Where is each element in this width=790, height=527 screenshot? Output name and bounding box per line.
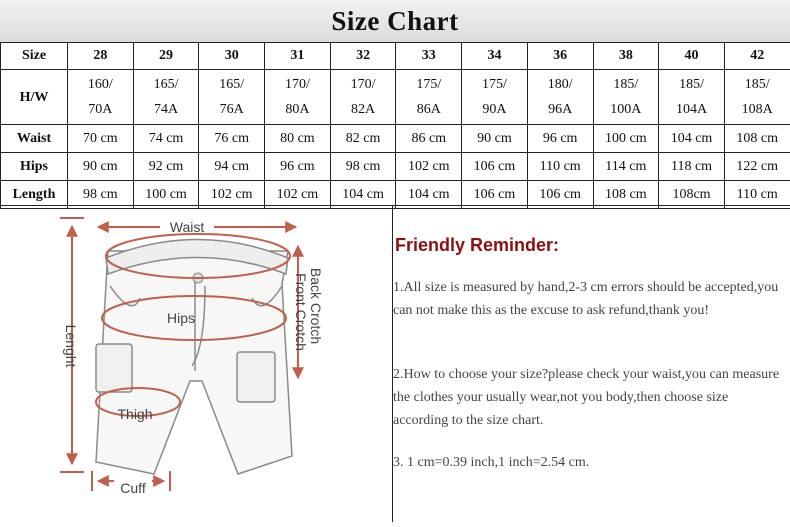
- table-cell: 104 cm: [659, 125, 725, 153]
- table-cell: 33: [396, 43, 462, 70]
- table-cell: 102 cm: [396, 153, 462, 181]
- table-cell-line: 108A: [725, 97, 790, 122]
- table-cell: 102 cm: [199, 181, 265, 209]
- cuff-label: Cuff: [120, 480, 146, 496]
- table-cell-line: 175/: [462, 72, 527, 97]
- table-row: [1, 125, 790, 153]
- table-cell-line: 96A: [528, 97, 593, 122]
- table-cell-line: 160/: [68, 72, 133, 97]
- table-cell: 100 cm: [133, 181, 199, 209]
- table-cell: 104 cm: [330, 181, 396, 209]
- size-table-body: [1, 43, 790, 209]
- reminder-panel: [393, 206, 790, 522]
- row-header: H/W: [1, 70, 68, 125]
- front-crotch-label: Front Crotch: [293, 273, 309, 351]
- table-cell: 118 cm: [659, 153, 725, 181]
- table-cell-line: 82A: [331, 97, 396, 122]
- title-bar: [0, 0, 790, 43]
- table-cell: 92 cm: [133, 153, 199, 181]
- reminder-note-1: 1.All size is measured by hand,2-3 cm errors should be accepted,you can not make this as the excuse to ask refund,thank you!: [393, 276, 783, 322]
- table-cell: 90 cm: [68, 153, 134, 181]
- table-cell: [527, 70, 593, 125]
- table-cell-line: 70A: [68, 97, 133, 122]
- table-cell: 82 cm: [330, 125, 396, 153]
- table-cell: [724, 70, 790, 125]
- table-cell-line: 100A: [594, 97, 659, 122]
- table-cell: 106 cm: [462, 153, 528, 181]
- table-cell: 80 cm: [265, 125, 331, 153]
- row-header: Waist: [1, 125, 68, 153]
- table-cell: 98 cm: [68, 181, 134, 209]
- table-cell: 34: [462, 43, 528, 70]
- table-cell-line: 86A: [396, 97, 461, 122]
- table-cell-line: 76A: [199, 97, 264, 122]
- table-cell: [199, 70, 265, 125]
- table-cell: 31: [265, 43, 331, 70]
- table-cell-line: 90A: [462, 97, 527, 122]
- table-row: [1, 153, 790, 181]
- length-label: Lenght: [63, 325, 79, 368]
- table-cell: 102 cm: [265, 181, 331, 209]
- table-cell: 70 cm: [68, 125, 134, 153]
- table-cell: [265, 70, 331, 125]
- table-cell: [68, 70, 134, 125]
- table-cell: 28: [68, 43, 134, 70]
- table-cell: 32: [330, 43, 396, 70]
- table-cell: 104 cm: [396, 181, 462, 209]
- table-cell: 29: [133, 43, 199, 70]
- table-cell: 110 cm: [527, 153, 593, 181]
- table-row: [1, 43, 790, 70]
- table-cell: [396, 70, 462, 125]
- reminder-note-3: 3. 1 cm=0.39 inch,1 inch=2.54 cm.: [393, 451, 783, 474]
- table-cell: 106 cm: [527, 181, 593, 209]
- table-cell-line: 185/: [594, 72, 659, 97]
- reminder-note-2: 2.How to choose your size?please check your waist,you can measure the clothes your usually wear,not you body,then choose size according to the size chart.: [393, 363, 783, 432]
- table-cell: 30: [199, 43, 265, 70]
- table-cell: [330, 70, 396, 125]
- table-cell: 100 cm: [593, 125, 659, 153]
- table-cell: 94 cm: [199, 153, 265, 181]
- table-cell: 106 cm: [462, 181, 528, 209]
- table-cell: 90 cm: [462, 125, 528, 153]
- row-header: Size: [1, 43, 68, 70]
- table-cell: 36: [527, 43, 593, 70]
- table-cell: 86 cm: [396, 125, 462, 153]
- table-cell-line: 74A: [134, 97, 199, 122]
- table-cell-line: 180/: [528, 72, 593, 97]
- back-crotch-label: Back Crotch: [308, 268, 324, 344]
- table-cell: 114 cm: [593, 153, 659, 181]
- row-header: Length: [1, 181, 68, 209]
- table-cell-line: 185/: [725, 72, 790, 97]
- shorts-illustration: [0, 206, 392, 522]
- row-header: Hips: [1, 153, 68, 181]
- size-table: [0, 42, 790, 209]
- page-title: Size Chart: [331, 6, 458, 37]
- table-row: [1, 70, 790, 125]
- table-cell-line: 104A: [659, 97, 724, 122]
- table-cell: 76 cm: [199, 125, 265, 153]
- table-cell: 108 cm: [724, 125, 790, 153]
- table-cell: 122 cm: [724, 153, 790, 181]
- table-cell: 108 cm: [593, 181, 659, 209]
- table-cell: 42: [724, 43, 790, 70]
- table-cell-line: 170/: [331, 72, 396, 97]
- table-cell-line: 165/: [199, 72, 264, 97]
- table-cell-line: 80A: [265, 97, 330, 122]
- shorts-diagram: [0, 206, 393, 522]
- table-cell: 108cm: [659, 181, 725, 209]
- table-cell-line: 175/: [396, 72, 461, 97]
- table-cell: 98 cm: [330, 153, 396, 181]
- reminder-title: Friendly Reminder:: [395, 235, 559, 256]
- table-cell: 40: [659, 43, 725, 70]
- table-cell-line: 185/: [659, 72, 724, 97]
- bottom-section: [0, 205, 790, 522]
- table-cell-line: 170/: [265, 72, 330, 97]
- waist-label: Waist: [170, 219, 205, 235]
- table-cell-line: 165/: [134, 72, 199, 97]
- table-cell: 96 cm: [265, 153, 331, 181]
- table-cell: [133, 70, 199, 125]
- table-cell: 110 cm: [724, 181, 790, 209]
- hips-label: Hips: [167, 310, 195, 326]
- table-cell: 38: [593, 43, 659, 70]
- table-cell: [462, 70, 528, 125]
- table-cell: [593, 70, 659, 125]
- table-cell: 96 cm: [527, 125, 593, 153]
- table-cell: 74 cm: [133, 125, 199, 153]
- table-cell: [659, 70, 725, 125]
- thigh-label: Thigh: [117, 406, 152, 422]
